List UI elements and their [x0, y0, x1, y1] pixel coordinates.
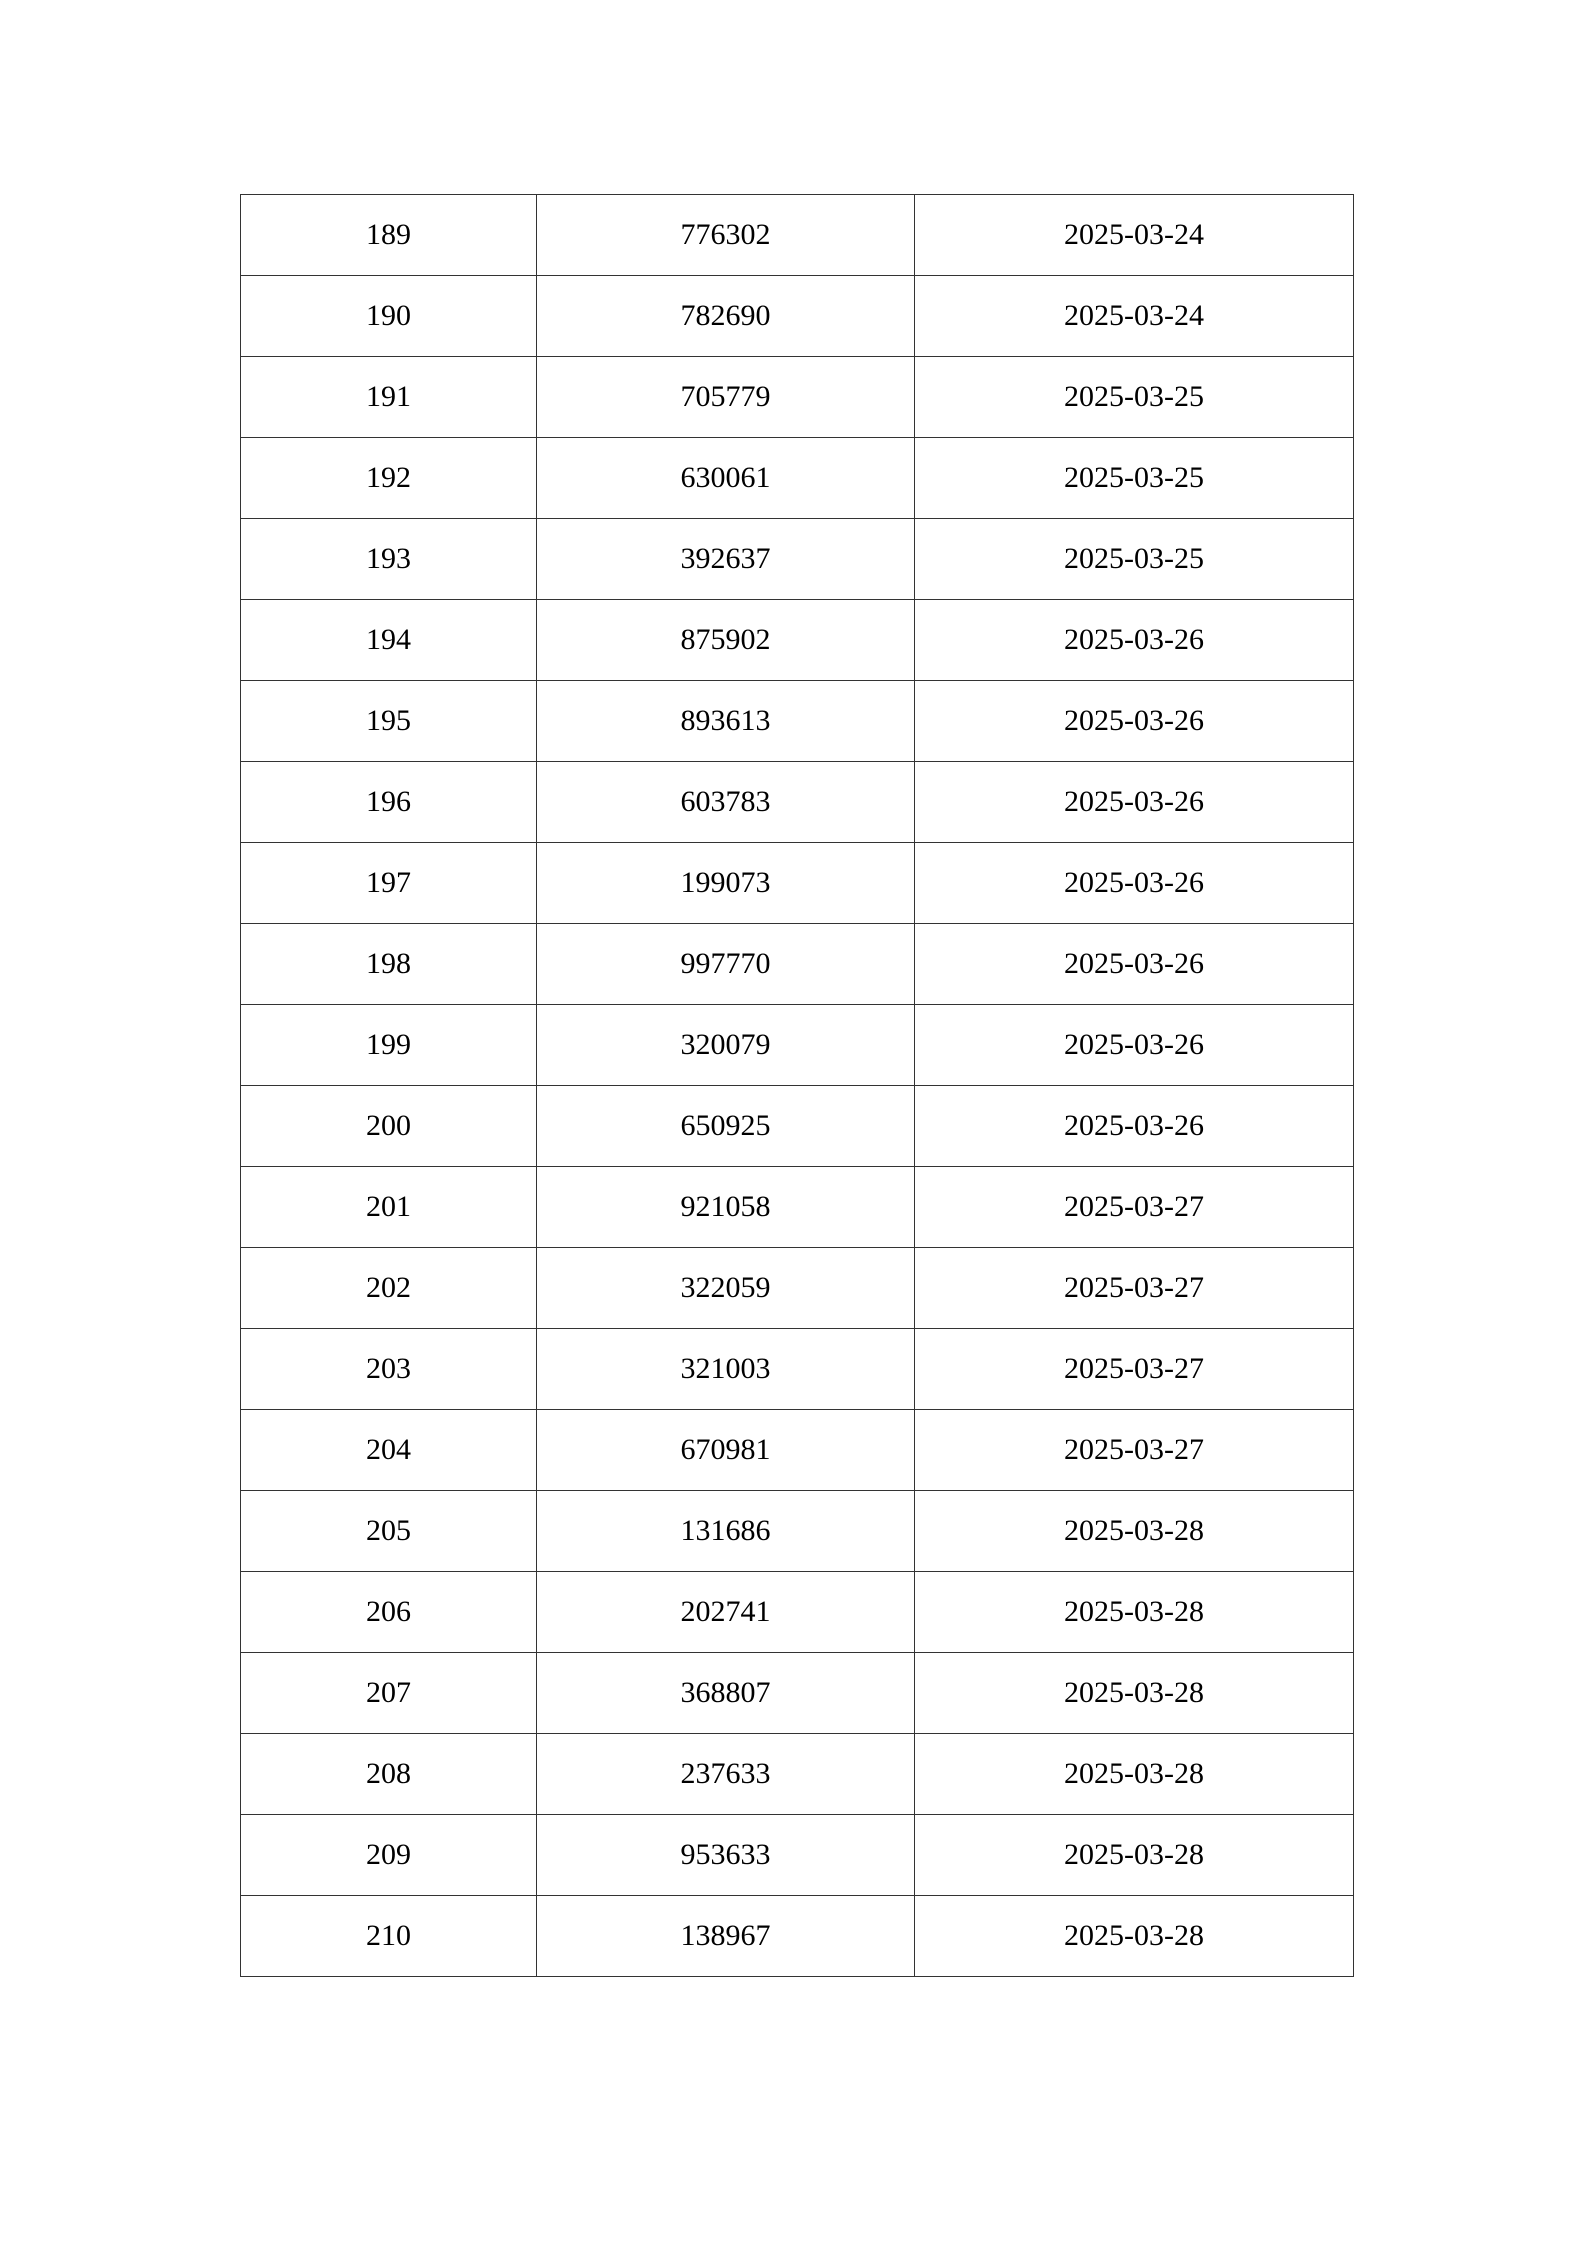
table-row	[241, 1572, 1354, 1653]
date-cell: 2025-03-26	[915, 924, 1354, 1005]
row-index-cell: 190	[241, 276, 537, 357]
date-cell: 2025-03-27	[915, 1410, 1354, 1491]
code-cell: 202741	[537, 1572, 915, 1653]
row-index-cell: 200	[241, 1086, 537, 1167]
table-row	[241, 1896, 1354, 1977]
table-row	[241, 681, 1354, 762]
date-cell: 2025-03-26	[915, 600, 1354, 681]
date-cell: 2025-03-27	[915, 1329, 1354, 1410]
row-index-cell: 206	[241, 1572, 537, 1653]
table-row	[241, 1734, 1354, 1815]
date-cell: 2025-03-27	[915, 1248, 1354, 1329]
code-cell: 138967	[537, 1896, 915, 1977]
row-index-cell: 193	[241, 519, 537, 600]
date-cell: 2025-03-28	[915, 1815, 1354, 1896]
row-index-cell: 210	[241, 1896, 537, 1977]
code-cell: 368807	[537, 1653, 915, 1734]
table-row	[241, 1815, 1354, 1896]
code-cell: 953633	[537, 1815, 915, 1896]
date-cell: 2025-03-28	[915, 1653, 1354, 1734]
date-cell: 2025-03-24	[915, 276, 1354, 357]
table-row	[241, 195, 1354, 276]
row-index-cell: 195	[241, 681, 537, 762]
date-cell: 2025-03-25	[915, 438, 1354, 519]
date-cell: 2025-03-26	[915, 1086, 1354, 1167]
date-cell: 2025-03-27	[915, 1167, 1354, 1248]
code-cell: 603783	[537, 762, 915, 843]
table-row	[241, 357, 1354, 438]
code-cell: 630061	[537, 438, 915, 519]
table-row	[241, 1410, 1354, 1491]
table-row	[241, 1167, 1354, 1248]
row-index-cell: 191	[241, 357, 537, 438]
date-cell: 2025-03-25	[915, 519, 1354, 600]
code-cell: 875902	[537, 600, 915, 681]
code-cell: 921058	[537, 1167, 915, 1248]
row-index-cell: 201	[241, 1167, 537, 1248]
row-index-cell: 204	[241, 1410, 537, 1491]
table-row	[241, 924, 1354, 1005]
table-row	[241, 519, 1354, 600]
code-cell: 782690	[537, 276, 915, 357]
table-row	[241, 1653, 1354, 1734]
row-index-cell: 198	[241, 924, 537, 1005]
table-row	[241, 600, 1354, 681]
row-index-cell: 199	[241, 1005, 537, 1086]
code-cell: 997770	[537, 924, 915, 1005]
row-index-cell: 192	[241, 438, 537, 519]
row-index-cell: 189	[241, 195, 537, 276]
date-cell: 2025-03-28	[915, 1734, 1354, 1815]
date-cell: 2025-03-28	[915, 1572, 1354, 1653]
row-index-cell: 208	[241, 1734, 537, 1815]
code-cell: 776302	[537, 195, 915, 276]
date-cell: 2025-03-26	[915, 843, 1354, 924]
date-cell: 2025-03-26	[915, 681, 1354, 762]
row-index-cell: 196	[241, 762, 537, 843]
row-index-cell: 197	[241, 843, 537, 924]
code-cell: 199073	[537, 843, 915, 924]
row-index-cell: 205	[241, 1491, 537, 1572]
code-cell: 650925	[537, 1086, 915, 1167]
code-cell: 237633	[537, 1734, 915, 1815]
table-row	[241, 1086, 1354, 1167]
code-cell: 670981	[537, 1410, 915, 1491]
row-index-cell: 194	[241, 600, 537, 681]
code-cell: 321003	[537, 1329, 915, 1410]
date-cell: 2025-03-28	[915, 1491, 1354, 1572]
row-index-cell: 203	[241, 1329, 537, 1410]
date-cell: 2025-03-24	[915, 195, 1354, 276]
row-index-cell: 202	[241, 1248, 537, 1329]
code-cell: 893613	[537, 681, 915, 762]
records-table	[240, 194, 1354, 1977]
row-index-cell: 207	[241, 1653, 537, 1734]
code-cell: 131686	[537, 1491, 915, 1572]
table-row	[241, 843, 1354, 924]
code-cell: 320079	[537, 1005, 915, 1086]
code-cell: 705779	[537, 357, 915, 438]
date-cell: 2025-03-26	[915, 762, 1354, 843]
table-row	[241, 762, 1354, 843]
records-table-body	[241, 195, 1354, 1977]
table-row	[241, 1491, 1354, 1572]
table-row	[241, 1005, 1354, 1086]
date-cell: 2025-03-26	[915, 1005, 1354, 1086]
date-cell: 2025-03-25	[915, 357, 1354, 438]
table-row	[241, 1329, 1354, 1410]
table-row	[241, 1248, 1354, 1329]
row-index-cell: 209	[241, 1815, 537, 1896]
code-cell: 392637	[537, 519, 915, 600]
table-row	[241, 438, 1354, 519]
table-row	[241, 276, 1354, 357]
date-cell: 2025-03-28	[915, 1896, 1354, 1977]
code-cell: 322059	[537, 1248, 915, 1329]
